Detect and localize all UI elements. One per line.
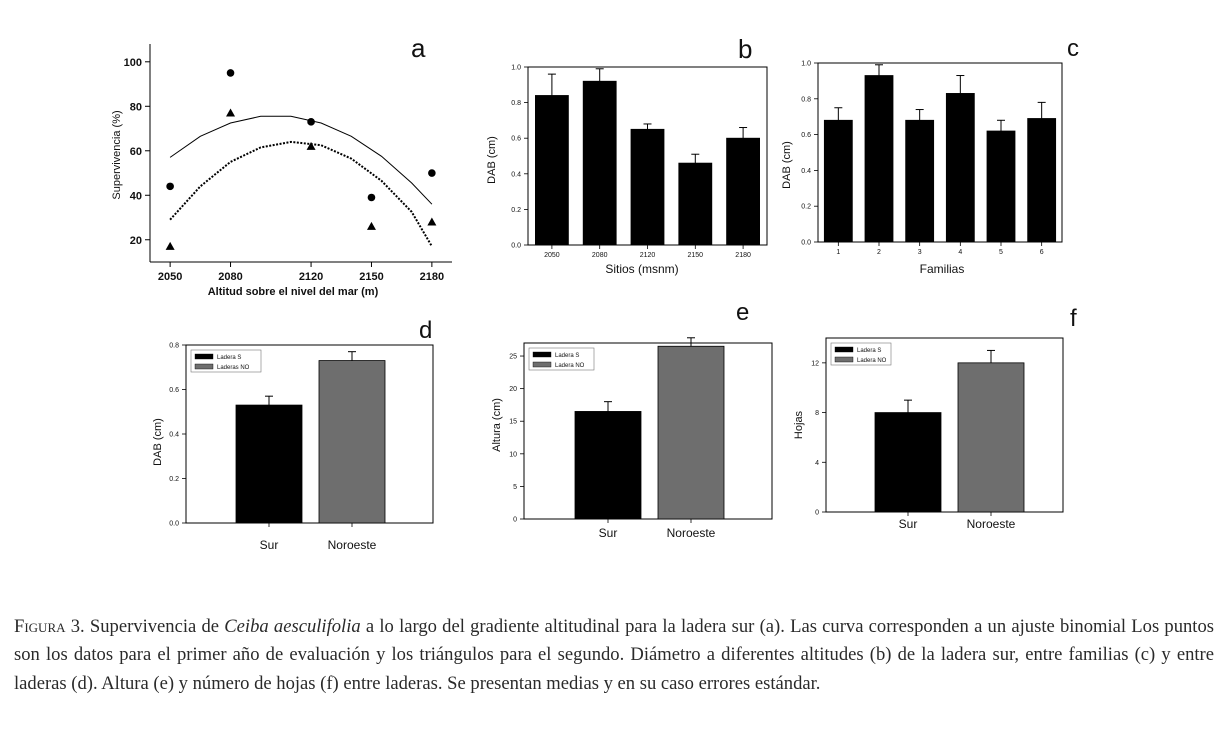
x-tick-label: 3 xyxy=(917,249,922,256)
bar xyxy=(679,163,712,245)
legend-label: Ladera S xyxy=(217,355,242,361)
y-tick-label-a: 80 xyxy=(129,101,142,114)
y-tick-label: 0.6 xyxy=(801,132,811,140)
y-tick-label: 10 xyxy=(509,451,517,459)
data-point-circle xyxy=(227,69,235,77)
x-tick-label-a: 2050 xyxy=(157,271,183,283)
panel-d-dab-slopes xyxy=(152,317,433,552)
x-tick-label: 2080 xyxy=(591,252,608,259)
y-axis-label-e: Altura (cm) xyxy=(491,398,503,452)
legend-swatch xyxy=(195,364,213,369)
y-tick-label: 0.8 xyxy=(801,96,811,104)
legend-swatch xyxy=(835,357,853,362)
y-tick-label: 1.0 xyxy=(801,60,811,68)
y-axis-label-f: Hojas xyxy=(793,410,805,440)
panel-a-survival-scatter xyxy=(111,33,452,298)
y-tick-label: 0.8 xyxy=(169,342,179,350)
y-axis-label-b: DAB (cm) xyxy=(486,136,498,184)
bar xyxy=(535,95,568,245)
x-tick-label-a: 2150 xyxy=(359,271,384,283)
panel-letter-a: a xyxy=(411,33,426,63)
bar xyxy=(946,93,974,242)
fit-curve-dotted xyxy=(170,142,432,247)
legend-label: Ladera S xyxy=(555,353,580,359)
plot-area-b xyxy=(511,65,767,260)
panel-b-dab-sites xyxy=(486,34,767,276)
x-tick-label: 2 xyxy=(877,249,881,256)
bar xyxy=(658,346,724,519)
panel-letter-d: d xyxy=(419,317,433,344)
panel-letter-b: b xyxy=(738,34,753,64)
legend-swatch xyxy=(533,362,551,367)
y-axis-label-c: DAB (cm) xyxy=(781,141,793,189)
y-axis-label-a: Supervivencia (%) xyxy=(111,110,123,200)
y-tick-label: 0.0 xyxy=(511,242,521,250)
x-tick-label: Noroeste xyxy=(666,526,716,540)
x-axis-label-c: Familias xyxy=(919,262,965,276)
x-axis-label-b: Sitios (msnm) xyxy=(605,262,679,276)
plot-area-e xyxy=(509,338,772,540)
bar xyxy=(583,81,616,245)
y-tick-label: 0.4 xyxy=(169,431,179,439)
data-point-triangle xyxy=(226,108,235,116)
x-tick-label: Sur xyxy=(598,526,618,540)
x-tick-label: 2120 xyxy=(639,252,656,259)
bar xyxy=(631,129,664,245)
x-tick-label-a: 2180 xyxy=(419,271,445,283)
y-tick-label: 0.4 xyxy=(801,167,811,175)
y-tick-label: 0.6 xyxy=(511,135,521,143)
data-point-triangle xyxy=(427,217,436,225)
x-tick-label-a: 2120 xyxy=(298,271,324,283)
bar xyxy=(575,411,641,519)
data-point-circle xyxy=(428,169,436,177)
data-point-circle xyxy=(307,118,315,126)
bar xyxy=(987,131,1015,242)
data-point-triangle xyxy=(367,222,376,230)
bar xyxy=(865,76,893,242)
x-tick-label: 2180 xyxy=(735,252,751,259)
y-tick-label-a: 100 xyxy=(123,56,142,69)
plot-area-c xyxy=(801,61,1062,257)
y-tick-label: 20 xyxy=(509,386,517,394)
y-tick-label: 0.0 xyxy=(169,520,179,528)
legend-swatch xyxy=(835,347,853,352)
y-tick-label: 0.8 xyxy=(511,100,521,108)
data-point-circle xyxy=(368,194,376,202)
y-tick-label: 0 xyxy=(513,516,517,524)
x-tick-label-a: 2080 xyxy=(218,271,243,283)
y-axis-label-d: DAB (cm) xyxy=(152,418,164,466)
y-tick-label: 5 xyxy=(513,483,517,491)
y-tick-label: 0.0 xyxy=(801,239,811,247)
plot-frame xyxy=(818,63,1062,242)
figure-caption xyxy=(14,613,1214,699)
bar xyxy=(958,363,1024,512)
x-tick-label: Sur xyxy=(259,538,279,552)
y-tick-label-a: 20 xyxy=(129,234,142,247)
y-tick-label: 0.6 xyxy=(169,387,179,394)
x-tick-label: 6 xyxy=(1039,249,1044,256)
y-tick-label: 4 xyxy=(815,459,819,467)
y-tick-label-a: 60 xyxy=(129,145,142,158)
y-tick-label: 0.2 xyxy=(169,476,179,483)
x-tick-label: Noroeste xyxy=(966,517,1016,531)
y-tick-label: 25 xyxy=(509,353,517,361)
y-tick-label: 0 xyxy=(815,509,819,517)
legend-label: Ladera NO xyxy=(857,358,887,364)
y-tick-label: 0.2 xyxy=(801,203,811,211)
x-tick-label: 4 xyxy=(958,249,963,256)
x-tick-label: Sur xyxy=(898,517,918,531)
bar xyxy=(824,120,852,242)
y-tick-label: 15 xyxy=(509,418,517,426)
plot-area-f xyxy=(811,338,1063,531)
bar xyxy=(727,138,760,245)
x-tick-label: 5 xyxy=(999,249,1003,256)
y-tick-label: 12 xyxy=(811,360,819,368)
plot-area-d xyxy=(169,343,433,553)
y-tick-label: 0.4 xyxy=(511,171,521,179)
y-tick-label: 1.0 xyxy=(511,64,521,72)
panel-f-leaves-slopes xyxy=(793,305,1077,531)
bar xyxy=(875,413,941,512)
bar xyxy=(906,120,934,242)
data-point-triangle xyxy=(166,242,175,250)
legend-swatch xyxy=(195,354,213,359)
x-tick-label: 1 xyxy=(836,249,841,256)
legend-swatch xyxy=(533,352,551,357)
caption-text-part2: a lo largo del gradiente altitudinal para la ladera sur (a). Las curva corresponden a un ajuste binomial Los puntos son los datos para el primer año de evaluación y los triángulos para el segundo. Diámetro a diferentes altitudes (b) de la ladera sur, entre familias (c) y entre laderas (d). Altura (e) y número de hojas (f) entre laderas. Se presentan medias y en su caso errores estándar. xyxy=(14,615,1214,694)
data-point-circle xyxy=(166,183,174,191)
x-tick-label: 2050 xyxy=(544,252,560,259)
panel-letter-f: f xyxy=(1070,305,1077,332)
bar xyxy=(236,405,302,523)
caption-species-name: Ceiba aesculifolia xyxy=(224,615,361,637)
legend-label: Ladera S xyxy=(857,348,882,354)
caption-figure-label: Figura 3. xyxy=(14,615,85,637)
x-tick-label: Noroeste xyxy=(327,538,377,552)
legend-label: Laderas NO xyxy=(217,365,250,371)
y-tick-label: 8 xyxy=(815,410,819,418)
y-tick-label: 0.2 xyxy=(511,206,521,214)
x-tick-label: 2150 xyxy=(687,252,704,259)
x-axis-label-a: Altitud sobre el nivel del mar (m) xyxy=(207,286,379,298)
plot-area-a xyxy=(124,44,452,283)
panel-e-height-slopes xyxy=(491,299,772,540)
caption-text-part1: Supervivencia de xyxy=(84,615,225,637)
legend-label: Ladera NO xyxy=(555,363,585,369)
panel-letter-c: c xyxy=(1067,35,1079,62)
panel-c-dab-families xyxy=(781,35,1079,276)
bar xyxy=(319,361,385,523)
panel-letter-e: e xyxy=(736,299,750,326)
bar xyxy=(1028,118,1056,242)
y-tick-label-a: 40 xyxy=(129,190,142,203)
